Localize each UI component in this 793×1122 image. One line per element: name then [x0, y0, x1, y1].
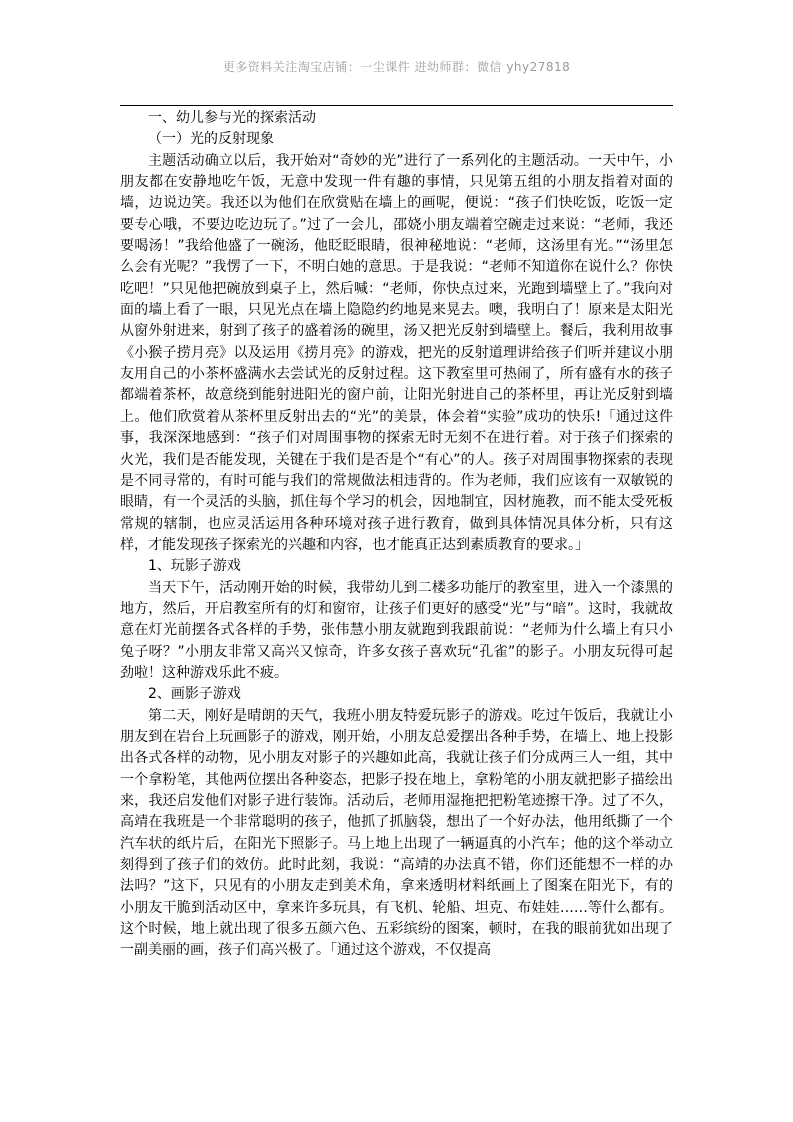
- header-rule: [120, 105, 673, 106]
- paragraph-shadow-game: 当天下午，活动刚开始的时候，我带幼儿到二楼多功能厅的教室里，进入一个漆黑的地方，然后，开启教室所有的灯和窗帘，让孩子们更好的感受“光”与“暗”。这时，我就故意在灯光前摆各式各样的手势，张伟慧小朋友就跑到我跟前说：“老师为什么墙上有只小兔子呀？”小朋友非常又高兴又惊奇，许多女孩子喜欢玩“孔雀”的影子。小朋友玩得可起劲啦！这种游戏乐此不疲。: [120, 579, 673, 681]
- paragraph-draw-shadow-game: 第二天，刚好是晴朗的天气，我班小朋友特爱玩影子的游戏。吃过午饭后，我就让小朋友到在岩台上玩画影子的游戏，刚开始，小朋友总爱摆出各种手势，在墙上、地上投影出各式各样的动物，见小朋友对影子的兴趣如此高，我就让孩子们分成两三人一组，其中一个拿粉笔，其他两位摆出各种姿态，把影子投在地上，拿粉笔的小朋友就把影子描绘出来，我还启发他们对影子进行装饰。活动后，老师用湿拖把把粉笔迹擦干净。过了不久，高靖在我班是一个非常聪明的孩子，他抓了抓脑袋，想出了一个好办法，他用纸撕了一个汽车状的纸片后，在阳光下照影子。马上地上出现了一辆逼真的小汽车；他的这个举动立刻得到了孩子们的效仿。此时此刻，我说：“高靖的办法真不错，你们还能想不一样的办法吗？”这下，只见有的小朋友走到美术角，拿来透明材料纸画上了图案在阳光下，有的小朋友干脆到活动区中，拿来许多玩具，有飞机、轮船、坦克、布娃娃……等什么都有。这个时候，地上就出现了很多五颜六色、五彩缤纷的图案，顿时，在我的眼前犹如出现了一副美丽的画，孩子们高兴极了。「通过这个游戏，不仅提高: [120, 707, 673, 959]
- subheading-shadow-game: 1、玩影子游戏: [148, 558, 241, 575]
- subheading-draw-shadow-game: 2、画影子游戏: [148, 686, 241, 703]
- document-body: [120, 108, 673, 962]
- section-heading: 一、幼儿参与光的探索活动: [148, 110, 316, 126]
- page-header-watermark: 更多资料关注淘宝店铺：一尘课件 进幼师群：微信 yhy27818: [222, 60, 571, 74]
- paragraph-reflection: 主题活动确立以后，我开始对“奇妙的光”进行了一系列化的主题活动。一天中午，小朋友都在安静地吃午饭，无意中发现一件有趣的事情，只见第五组的小朋友指着对面的墙，边说边笑。我还以为他们在欣赏贴在墙上的画呢，便说：“孩子们快吃饭，吃饭一定要专心哦，不要边吃边玩了。”过了一会儿，邵娆小朋友端着空碗走过来说：“老师，我还要喝汤！”我给他盛了一碗汤，他眨眨眼睛，很神秘地说：“老师，这汤里有光。”“汤里怎么会有光呢？”我愣了一下，不明白她的意思。于是我说：“老师不知道你在说什么？你快吃吧！”只见他把碗放到桌子上，然后喊：“老师，你快点过来，光跑到墙壁上了。”我向对面的墙上看了一眼，只见光点在墙上隐隐约约地晃来晃去。噢，我明白了！原来是太阳光从窗外射进来，射到了孩子的盛着汤的碗里，汤又把光反射到墙壁上。餐后，我利用故事《小猴子捞月亮》以及运用《捞月亮》的游戏，把光的反射道理讲给孩子们听并建议小朋友用自己的小茶杯盛满水去尝试光的反射过程。这下教室里可热闹了，所有盛有水的孩子都端着茶杯，故意绕到能射进阳光的窗户前，让阳光射进自己的茶杯里，再让光反射到墙上。他们欣赏着从茶杯里反射出去的“光”的美景，体会着“实验”成功的快乐!「通过这件事，我深深地感到：“孩子们对周围事物的探索无时无刻不在进行着。对于孩子们探索的火光，我们是否能发现，关键在于我们是否是个“有心”的人。孩子对周围事物探索的表现是不同寻常的，有时可能与我们的常规做法相违背的。作为老师，我们应该有一双敏锐的眼睛，有一个灵活的头脑，抓住每个学习的机会，因地制宜，因材施教，而不能太受死板常规的辖制，也应灵活运用各种环境对孩子进行教育，做到具体情况具体分析，只有这样，才能发现孩子探索光的兴趣和内容，也才能真正达到素质教育的要求。」: [120, 152, 673, 553]
- subsection-heading: （一）光的反射现象: [148, 131, 274, 148]
